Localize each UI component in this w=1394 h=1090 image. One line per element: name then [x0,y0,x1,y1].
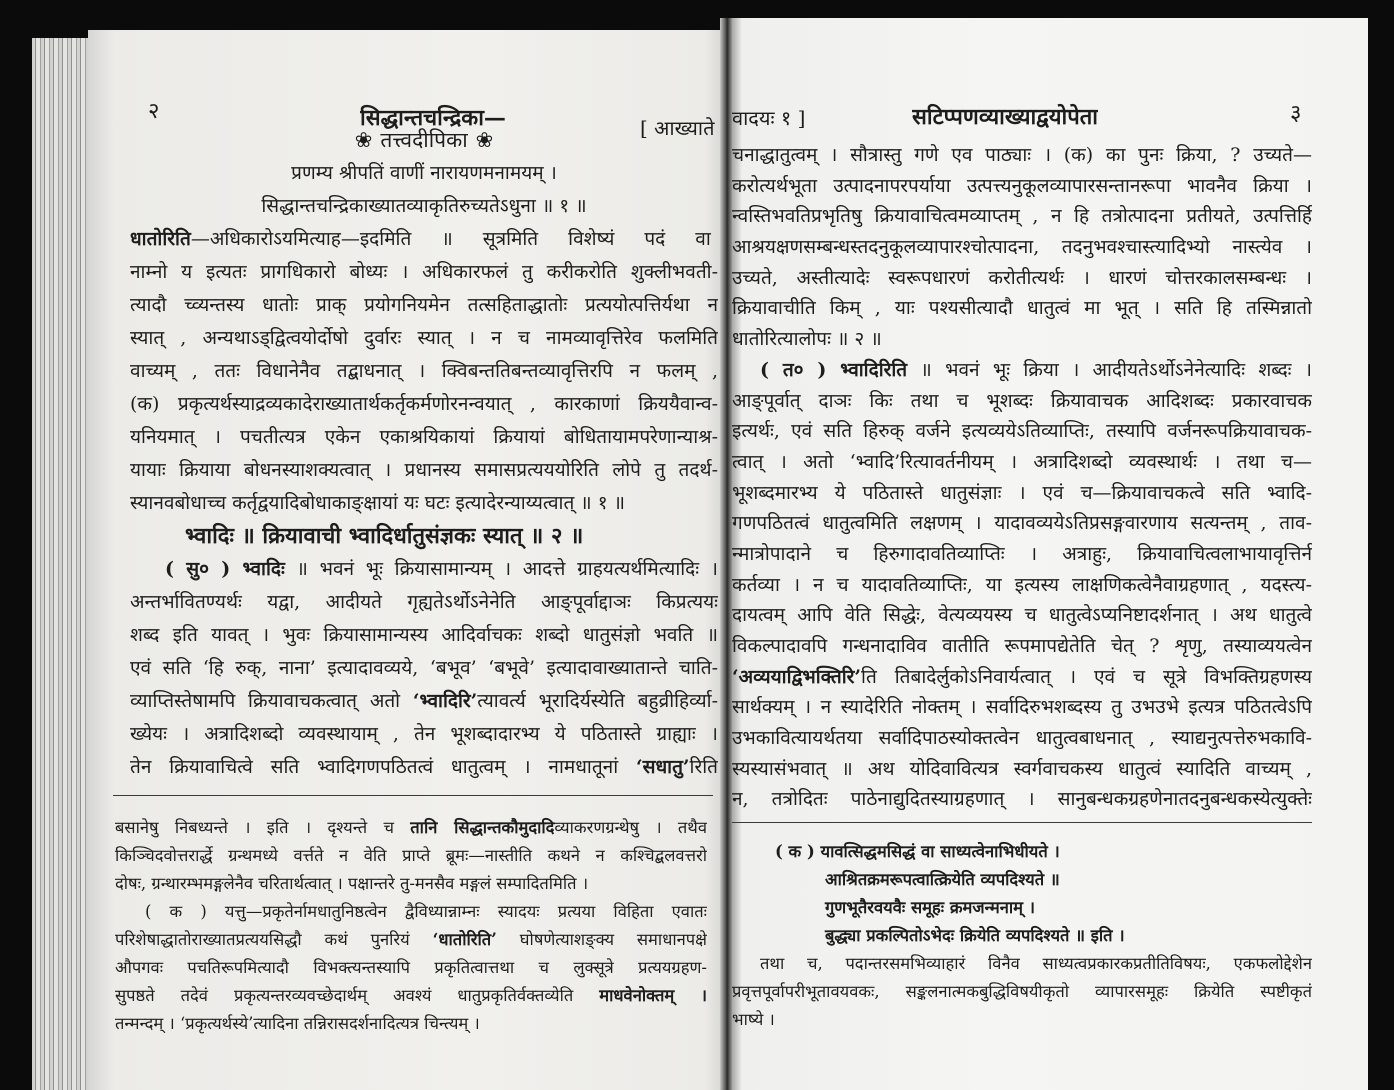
text-run: परिशेषाद्धातोराख्यातप्रत्ययसिद्धौ कथं पुनरियं [115,930,433,949]
bold-text-run: बुद्ध्या प्रकल्पितोऽभेदः क्रियेति व्यपदिश्यते ॥ इति । [825,926,1125,945]
bold-text-run: ( त० ) भ्वादिरिति [760,358,908,381]
text-run: भाष्ये । [732,1010,775,1029]
text-run: किञ्चिदवोत्तरार्द्धे ग्रन्थमध्ये वर्त्तते न वेति प्राप्ते ब्रूमः—नास्तीति कथने न कश्चिद्बलवत्तरो [115,846,707,865]
main-text [732,140,1312,815]
text-line [732,978,1312,1006]
text-line [130,718,718,751]
text-run: बसानेषु निबध्यन्ते । इति । दृश्यन्ते च [115,818,411,837]
text-run: त्वात् । अतो ‘भ्वादि’रित्यावर्तनीयम् । अत्रादिशब्दो व्यवस्थार्थः । तथा च— [732,450,1312,473]
text-line [732,866,1312,894]
text-run: रिति [689,756,718,778]
text-line [732,922,1312,950]
text-run: (क) प्रकृत्यर्थस्याद्रव्यकादेराख्यातार्थकर्तृकर्मणोरनन्वयात् , कारकाणां क्रिययैवान्व- [130,393,718,415]
text-run: व्याप्तिस्तेषामपि क्रियावाचकत्वात् अतो [130,690,413,712]
text-run: नाम्नो य इत्यतः प्रागधिकारो बोध्यः । अधिकारफलं तु करीकरोति शुक्लीभवती- [130,261,718,283]
text-line [115,898,707,926]
text-line [130,520,718,553]
bold-text-run: भ्वादिः ॥ क्रियावाची भ्वादिर्धातुसंज्ञकः स्यात् ॥ २ ॥ [185,523,584,549]
text-line [732,201,1312,232]
text-run: यनियमात् । पचतीत्यत्र एकेन एकाश्रयिकायां क्रियायां बोधितायामपरेणान्याश्र- [130,426,718,448]
text-line [130,355,718,388]
text-line [130,157,718,190]
text-run: स्यात् , अन्यथाऽड्द्वित्वयोर्दोषो दुर्वारः स्यात् । न च नामव्यावृत्तिरेव फलमिति [130,327,718,349]
bold-text-run: ( क ) यावत्सिद्धमसिद्धं वा साध्यत्वेनाभिधीयते । [775,842,1060,861]
bold-text-run: धातोरिति [130,228,191,250]
text-line [732,1006,1312,1034]
text-line [732,723,1312,754]
text-line [732,355,1312,386]
text-run: स्यानवबोधाच्च कर्तृद्वयादिबोधाकाङ्क्षायां यः घटः इत्यादेरन्याय्यत्वात् ॥ १ ॥ [130,492,626,514]
section-mark: वादयः १ ] [732,106,806,130]
text-line [115,954,707,982]
text-line [732,232,1312,263]
text-line [732,754,1312,785]
text-run: एवं सति ‘हि रुक्, नाना’ इत्यादावव्यये, ‘बभूव’ ‘बभूवे’ इत्यादावाख्यातान्ते चाति- [130,657,718,679]
text-run: ख्येयः । अत्रादिशब्दो व्यवस्थायाम् , तेन भूशब्दादारभ्य ये पठितास्ते ग्राह्याः । [130,723,718,745]
text-run: ( क ) यत्तु—प्रकृतेर्नामधातुनिष्ठत्वेन द्वैविध्यान्नाम्नः स्यादयः प्रत्यया विहिता एवातः [145,902,707,921]
text-line [732,293,1312,324]
text-run: क्रियावाचीति किम् , याः पश्यसीत्यादौ धातुत्वं मा भूत् । सति हि तस्मिन्नातो [732,297,1312,320]
text-line [130,619,718,652]
text-line [732,140,1312,171]
text-run: उभकावित्यायर्थतया सर्वादिपाठस्योक्तत्वेन धातुत्वबाधनात् , स्याद्यनुत्पत्तेरुभकावि- [732,727,1312,750]
bold-text-run: ‘सधातु’ [636,756,690,778]
text-run: यायाः क्रियाया बोधनस्याशक्यत्वात् । प्रधानस्य समासप्रत्यययोरिति लोपे तु तदर्थ- [130,459,718,481]
text-run: आश्रयक्षणसम्बन्धस्तदनुकूलव्यापारश्चोत्पादना, तदनुभवश्चास्त्यादिभ्यो नास्त्येव । [732,236,1312,259]
text-line [130,751,718,784]
text-run: सुपष्ठते तदेवं प्रकृत्यन्तरव्यवच्छेदार्थम् अवश्यं धातुप्रकृतिर्वक्तव्येति [115,986,600,1005]
text-run: व्याकरणग्रन्थेषु । तथैव [554,818,707,837]
text-line [115,842,707,870]
text-line [115,1010,707,1038]
left-page [88,30,730,1090]
text-run: कर्तव्या । न च यादावतिव्याप्तिः, या इत्यस्य लाक्षणिकत्वेनैवाग्रहणात् , यदस्त्य- [732,573,1312,596]
bold-text-run: ( सु० ) भ्वादिः [165,558,285,580]
text-line [732,539,1312,570]
text-line [130,487,718,520]
text-line [732,692,1312,723]
text-run: घोषणेत्याशङ्क्य समाधानपक्षे [496,930,707,949]
text-line [732,386,1312,417]
text-run: धातोरित्यालोपः ॥ २ ॥ [732,328,882,351]
text-run: दायत्वम् आपि वेति सिद्धेः, वेत्यव्ययस्य च धातुत्वेऽप्यनिष्टादर्शनात् । अथ धातुत्वे [732,604,1312,627]
running-title: सिद्धान्तचन्द्रिका— [360,105,506,131]
text-run: तत्त्वदीपिका [380,128,468,152]
text-run: गणपठितत्वं धातुत्वमिति लक्षणम् । यादावव्ययेऽतिप्रसङ्गवारणाय सत्यन्तम् , ताव- [732,512,1312,535]
text-line [732,263,1312,294]
text-run: भूशब्दमारभ्य ये पठितास्ते धातुसंज्ञाः । एवं च—क्रियावाचकत्वे सति भ्वादि- [732,481,1312,504]
text-line [130,223,718,256]
bold-text-run: ‘धातोरिति’ [432,930,497,949]
text-line [130,124,718,157]
text-line [732,600,1312,631]
text-line [732,838,1312,866]
text-run: आङ्पूर्वात् दाञः किः तथा च भूशब्दः क्रियावाचक आदिशब्दः प्रकारवाचक [732,389,1312,412]
section-mark: [ आख्याते [640,116,715,140]
text-run: करोत्यर्थभूता उत्पादनापरपर्याया उत्पत्त्यनुकूलव्यापारसन्तानरूपा भावनैव क्रिया । [732,174,1312,197]
text-line [130,652,718,685]
text-run: विकल्पादावपि गन्धनादाविव वातीति रूपमापद्येतेति चेत् ? शृणु, तस्याव्ययत्वेन [732,635,1312,657]
text-run: चनाद्धातुत्वम् । सौत्रास्तु गणे एव पाठ्याः । (क) का पुनः क्रिया, ? उच्यते— [732,144,1312,166]
text-run: इत्यर्थः, एवं सति हिरुक् वर्जने इत्यव्ययेऽतिव्याप्तिः, तस्यापि वर्जनरूपक्रियावाचक- [732,420,1312,443]
footnote-divider [113,795,713,796]
page-number: ३ [1290,101,1302,126]
text-line [732,631,1312,662]
text-run: त्यावर्त्य भूरादिर्यस्येति बहुव्रीहिर्व्या- [477,690,718,712]
text-line [115,926,707,954]
text-run: ति तिबादेर्लुकोऽनिवार्यत्वात् । एवं च सूत्रे विभक्तिग्रहणस्य [861,665,1312,688]
footnotes [115,814,707,1038]
text-line [130,190,718,223]
text-run: दोषः, ग्रन्थारम्भमङ्गलेनैव चरितार्थत्वात् । पक्षान्तरे तु-मनसैव मङ्गलं सम्पादितमिति । [115,874,589,893]
text-run: न्मात्रोपादाने च हिरुगादावतिव्याप्तिः । अत्राहुः, क्रियावाचित्वलाभायावृत्तिर्न [732,542,1312,565]
flower-ornament-icon [347,128,381,152]
text-run: सिद्धान्तचन्द्रिकाख्यातव्याकृतिरुच्यतेऽधुना ॥ १ ॥ [261,195,587,217]
text-line [732,784,1312,815]
book-gutter [720,18,732,1090]
text-line [130,322,718,355]
footnotes [732,838,1312,1034]
text-run: प्रणम्य श्रीपतिं वाणीं नारायणमनामयम् । [291,162,557,184]
text-run: सार्थक्यम् । न स्यादेरिति नोक्तम् । सर्वादिरुभशब्दस्य तु उभउभे इत्यत्र पठितत्वेऽपि [732,696,1312,719]
main-text [130,124,718,784]
running-title: सटिप्पणव्याख्याद्वयोपेता [912,104,1098,130]
text-run: स्यस्यासंभवात् ॥ अथ योदिवावित्यत्र स्वर्गवाचकस्य धातुत्वं स्यादिति वाच्यम् , [732,757,1312,780]
text-run: वाच्यम् , ततः विधानेनैव तद्बाधनात् । क्विबन्ततिबन्तव्यावृत्तिरपि न फलम् , [130,360,718,382]
text-line [130,256,718,289]
text-line [130,553,718,586]
text-line [732,324,1312,355]
text-line [732,416,1312,447]
bold-text-run: तानि सिद्धान्तकौमुदादि [410,818,555,837]
text-line [732,447,1312,478]
text-run: तन्मन्दम् । ‘प्रकृत्यर्थस्ये’त्यादिना तन्निरासदर्शनादित्यत्र चिन्त्यम् । [115,1014,480,1033]
right-page [728,18,1368,1090]
text-run: उच्यते, अस्तीत्यादेः स्वरूपधारणं करोतीत्यर्थः । धारणं चोत्तरकालसम्बन्धः । [732,266,1312,289]
bold-text-run: माधवेनोक्तम् । [599,986,707,1005]
text-run: औपगवः पचतिरूपमित्यादौ विभक्त्यन्तस्यापि प्रकृतित्वात्तथा च लुक्सूत्रे प्रत्ययग्रहण- [115,958,707,977]
text-run: ॥ भवनं भूः क्रिया । आदीयतेऽर्थोऽनेनेत्यादिः शब्दः । [907,358,1312,381]
text-line [130,586,718,619]
text-line [732,171,1312,202]
text-line [732,478,1312,509]
text-line [115,982,707,1010]
text-line [130,685,718,718]
text-run: त्यादौ च्व्यन्तस्य धातोः प्राक् प्रयोगनियमेन तत्सहिताद्धातोः प्रत्ययोत्पत्तिर्यथा न [130,294,718,316]
text-run: —अधिकारोऽयमित्याह—इदमिति ॥ सूत्रमिति विशेष्यं पदं वा [190,228,711,250]
text-line [732,570,1312,601]
text-line [130,388,718,421]
bold-text-run: गुणभूतैरवयवैः समूहः क्रमजन्मनाम् । [825,898,1036,917]
text-run: न्वस्तिभवतिप्रभृतिषु क्रियावाचित्वमव्याप्तम् , न हि तत्रोत्पादना प्रतीयते, उत्पत्तिर्हि [732,205,1312,228]
bold-text-run: ‘भ्वादिरि’ [412,690,478,712]
page-number: २ [148,99,160,124]
text-line [732,508,1312,539]
text-run: तेन क्रियावाचित्वे सति भ्वादिगणपठितत्वं धातुत्वम् । नामधातूनां [130,756,637,778]
text-run: प्रवृत्तपूर्वापरीभूतावयवकः, सङ्कलनात्मकबुद्धिविषयीकृतो व्यापारसमूहः क्रियेति स्पष्टीकृतं [732,982,1312,1001]
text-run: अन्तर्भावितण्यर्थः यद्वा, आदीयते गृह्यतेऽर्थोऽनेनेति आङ्पूर्वाद्दाञः किप्रत्ययः [130,591,718,613]
text-run: तथा च, पदान्तरसमभिव्याहारं विनैव साध्यत्वप्रकारकप्रतीतिविषयः, एकफलोद्देशेन [760,954,1312,973]
page-edge-stack [32,38,94,1090]
flower-ornament-icon [468,128,502,152]
footnote-divider [730,822,1312,823]
text-run: न, तत्रोदितः पाठेनाद्युदितस्याग्रहणात् । सानुबन्धकग्रहणेनातदनुबन्धकस्येत्युक्तेः [732,788,1312,811]
text-line [130,421,718,454]
text-line [732,662,1312,693]
text-line [115,870,707,898]
text-run: ॥ भवनं भूः क्रियासामान्यम् । आदत्ते ग्राहयत्यर्थमित्यादिः । [284,558,718,580]
text-line [732,950,1312,978]
text-line [115,814,707,842]
bold-text-run: ‘अव्ययाद्विभक्तिरि’ [732,665,862,688]
bold-text-run: आश्रितक्रमरूपत्वात्क्रियेति व्यपदिश्यते ॥ [825,870,1060,889]
text-line [732,894,1312,922]
text-line [130,454,718,487]
text-run: शब्द इति यावत् । भुवः क्रियासामान्यस्य आदिर्वाचकः शब्दो धातुसंज्ञो भवति ॥ [130,624,718,646]
text-line [130,289,718,322]
